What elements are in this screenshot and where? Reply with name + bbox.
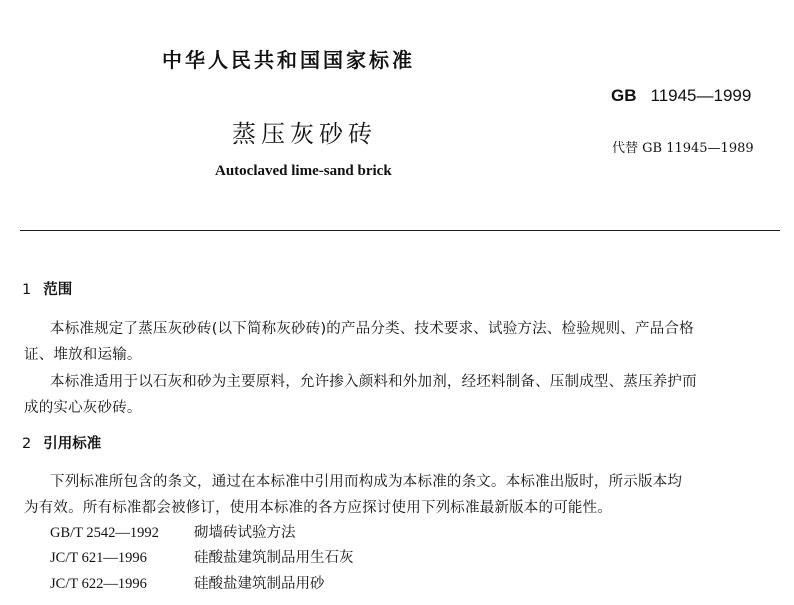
- reference-title: 砌墙砖试验方法: [194, 525, 296, 541]
- section-number: 1: [22, 282, 32, 298]
- section-2-heading: [22, 432, 101, 453]
- paragraph-line: 成的实心灰砂砖。: [24, 400, 142, 416]
- paragraph-line: 为有效。所有标准都会被修订，使用本标准的各方应探讨使用下列标准最新版本的可能性。: [24, 500, 612, 516]
- reference-code: JC/T 621—1996: [50, 550, 147, 566]
- section-title: 引用标准: [43, 436, 102, 452]
- national-standard-heading: 中华人民共和国国家标准: [162, 48, 415, 72]
- standard-code: 11945—1999: [650, 86, 752, 105]
- paragraph-line: 下列标准所包含的条文，通过在本标准中引用而构成为本标准的条文。本标准出版时，所示版本均: [50, 474, 683, 490]
- reference-item: [50, 521, 296, 542]
- section-1-heading: [22, 278, 72, 299]
- paragraph-line: 本标准规定了蒸压灰砂砖(以下简称灰砂砖)的产品分类、技术要求、试验方法、检验规则、产品合格: [50, 321, 694, 337]
- document-title: 蒸压灰砂砖: [232, 120, 377, 148]
- english-title: Autoclaved lime-sand brick: [215, 163, 392, 179]
- reference-title: 硅酸盐建筑制品用砂: [194, 576, 325, 592]
- standard-number: [611, 86, 751, 106]
- paragraph-line: 证、堆放和运输。: [24, 347, 142, 363]
- paragraph-line: 本标准适用于以石灰和砂为主要原料，允许掺入颜料和外加剂，经坯料制备、压制成型、蒸压养护而: [50, 374, 697, 390]
- reference-title: 硅酸盐建筑制品用生石灰: [194, 550, 354, 566]
- header-divider: [20, 230, 780, 231]
- reference-code: GB/T 2542—1992: [50, 525, 159, 541]
- gb-label: GB: [611, 86, 637, 105]
- section-title: 范围: [43, 282, 73, 298]
- reference-item: [50, 572, 325, 593]
- reference-item: [50, 546, 354, 567]
- reference-code: JC/T 622—1996: [50, 576, 147, 592]
- replaces-note: 代替 GB 11945—1989: [612, 141, 754, 156]
- section-number: 2: [22, 436, 32, 452]
